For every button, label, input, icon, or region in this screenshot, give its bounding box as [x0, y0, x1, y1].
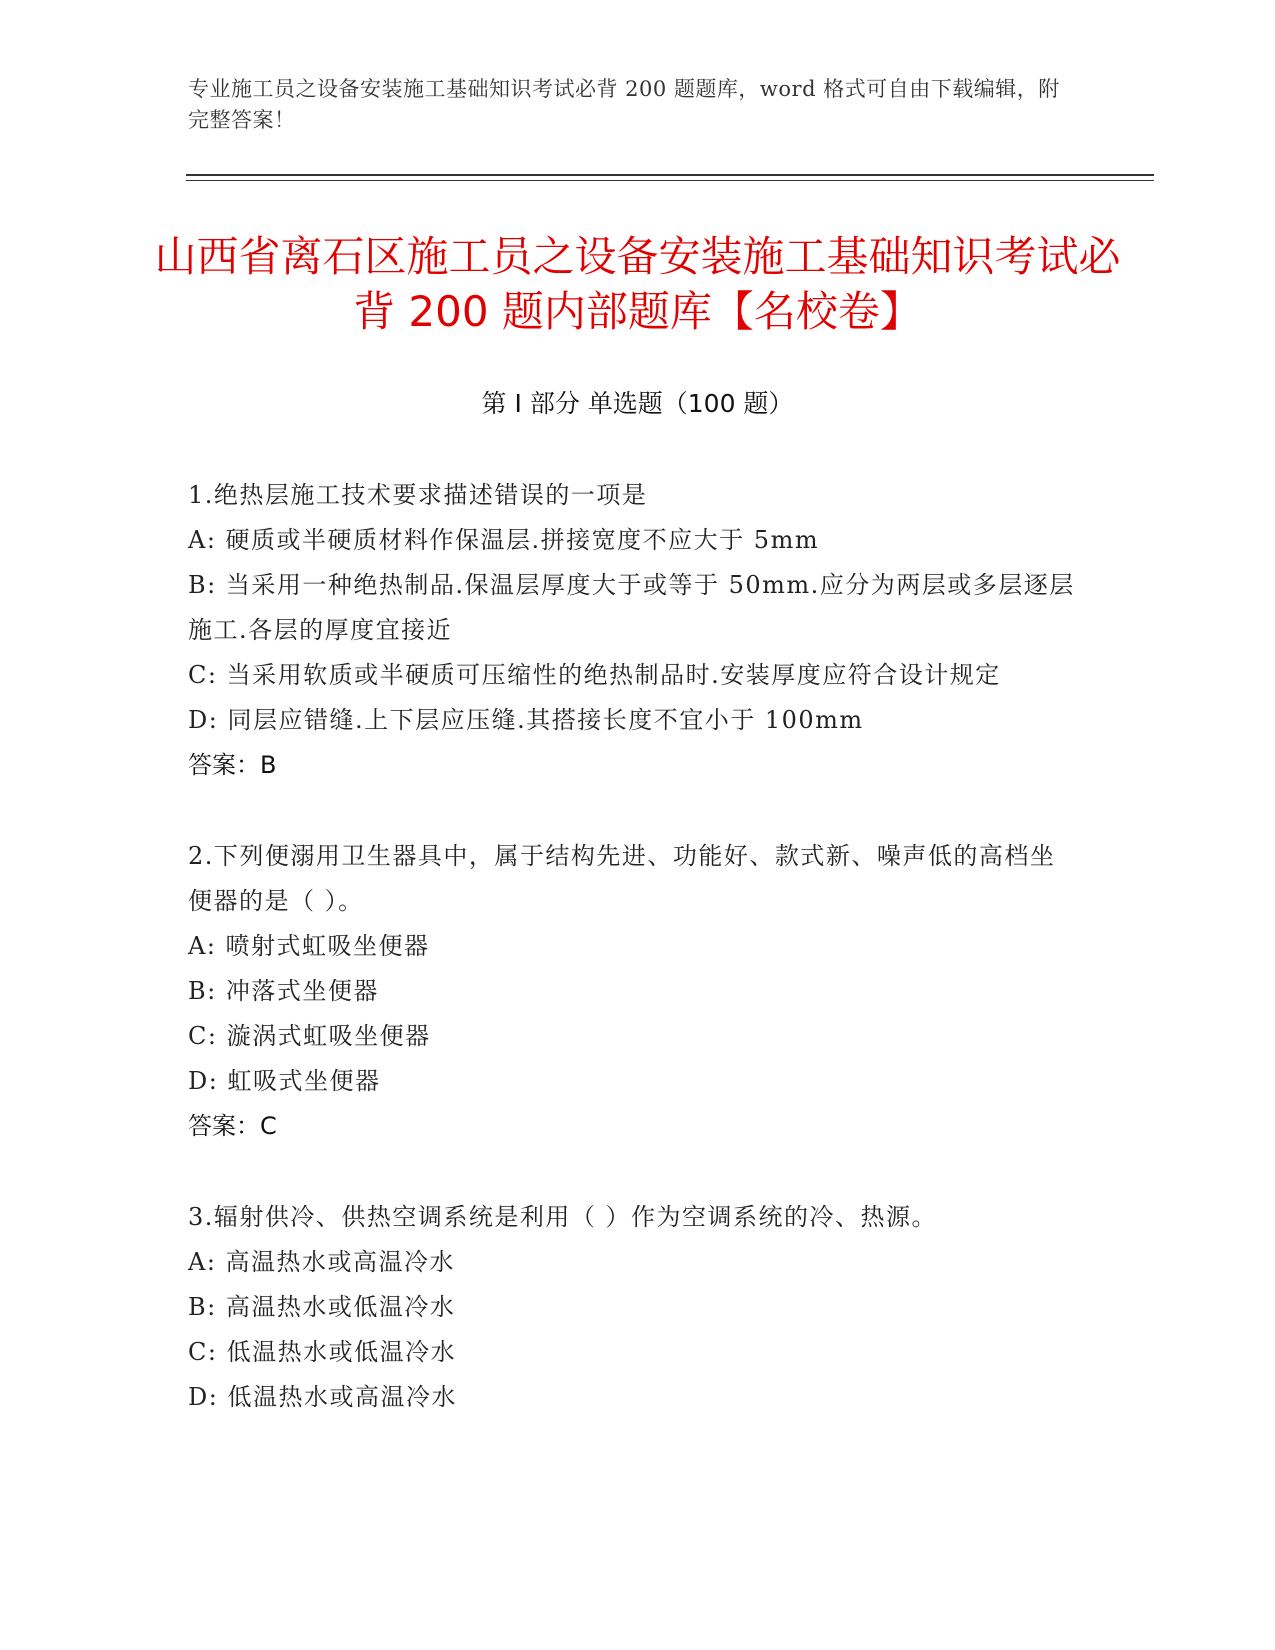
question-text: 3.辐射供冷、供热空调系统是利用（ ）作为空调系统的冷、热源。: [188, 1203, 938, 1231]
option-b: B: 高温热水或低温冷水: [188, 1293, 456, 1321]
option-d: D: 低温热水或高温冷水: [188, 1383, 457, 1411]
option-b: B: 当采用一种绝热制品.保温层厚度大于或等于 50mm.应分为两层或多层逐层施工.各层的厚度宜接近: [188, 571, 1075, 644]
option-a: A: 喷射式虹吸坐便器: [188, 932, 430, 960]
answer: 答案：C: [188, 1112, 277, 1140]
header-rule-thin: [186, 180, 1154, 181]
question-text: 2.下列便溺用卫生器具中，属于结构先进、功能好、款式新、噪声低的高档坐便器的是（ ）。: [188, 842, 1056, 915]
option-c: C: 漩涡式虹吸坐便器: [188, 1022, 431, 1050]
answer: 答案：B: [188, 751, 277, 779]
option-a: A: 硬质或半硬质材料作保温层.拼接宽度不应大于 5mm: [188, 526, 820, 554]
section-title: 第 I 部分 单选题（100 题）: [481, 389, 794, 418]
header-note: 专业施工员之设备安装施工基础知识考试必背 200 题题库，word 格式可自由下载编辑，附完整答案！: [188, 77, 1060, 132]
option-d: D: 同层应错缝.上下层应压缝.其搭接长度不宜小于 100mm: [188, 706, 864, 734]
header-rule-thick: [186, 174, 1154, 176]
document-title: 山西省离石区施工员之设备安装施工基础知识考试必背 200 题内部题库【名校卷】: [154, 232, 1121, 336]
question-2: [188, 834, 1078, 1149]
question-text: 1.绝热层施工技术要求描述错误的一项是: [188, 481, 648, 509]
question-list: [188, 473, 1078, 1466]
question-1: [188, 473, 1078, 788]
option-b: B: 冲落式坐便器: [188, 977, 379, 1005]
option-c: C: 当采用软质或半硬质可压缩性的绝热制品时.安装厚度应符合设计规定: [188, 661, 1001, 689]
option-a: A: 高温热水或高温冷水: [188, 1248, 456, 1276]
option-c: C: 低温热水或低温冷水: [188, 1338, 457, 1366]
option-d: D: 虹吸式坐便器: [188, 1067, 381, 1095]
question-3: [188, 1195, 1078, 1420]
